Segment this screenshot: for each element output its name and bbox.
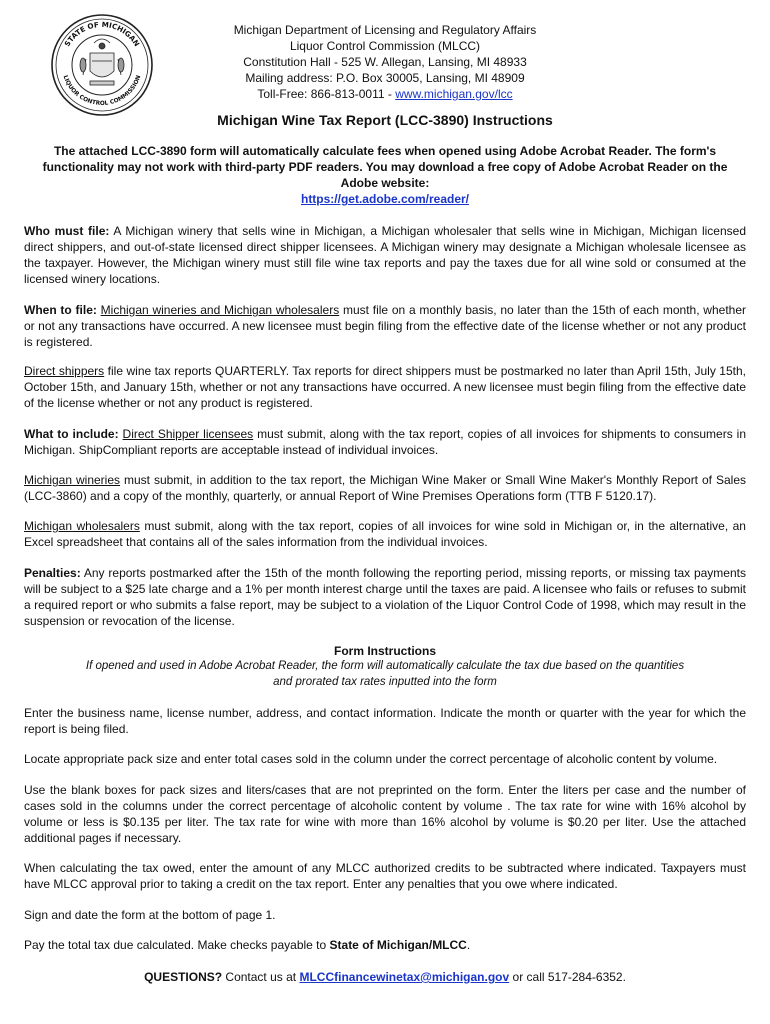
form-instructions-heading: Form Instructions: [333, 644, 436, 658]
when-label: When to file:: [24, 303, 97, 317]
notice-text: The attached LCC-3890 form will automatically calculate fees when opened using Adobe Acrobat Reader. The form's functionality may not work with third-party PDF readers. You may download a free copy of Adobe Acrobat Reader on the Adobe website:: [42, 144, 728, 190]
pay-suffix: .: [466, 938, 471, 952]
when-underlined: Michigan wineries and Michigan wholesalers: [100, 303, 340, 317]
questions-prefix: Contact us at: [222, 970, 300, 984]
agency-name: Michigan Department of Licensing and Regulatory Affairs: [233, 23, 537, 37]
wineries-text: must submit, in addition to the tax report, the Michigan Wine Maker or Small Wine Maker's Monthly Report of Sales (LCC-3860) and a copy of the monthly, quarterly, or annual Report of Wine Premises Operations form (TTB F 5120.17).: [24, 473, 746, 503]
email-link[interactable]: MLCCfinancewinetax@michigan.gov: [299, 970, 510, 984]
include-text: must submit, along with the tax report, copies of all invoices for shipments to consumers in Michigan. ShipCompliant reports are acceptable instead of individual invoices.: [24, 427, 746, 457]
page-title: Michigan Wine Tax Report (LCC-3890) Instructions: [217, 112, 553, 128]
penalties: [24, 565, 746, 629]
seal-top-text: STATE OF MICHIGAN: [62, 19, 142, 49]
what-to-include: [24, 426, 746, 458]
contact-line: [0, 86, 770, 102]
commission-name: Liquor Control Commission (MLCC): [289, 39, 481, 53]
step-enter-info: Enter the business name, license number, address, and contact information. Indicate the month or quarter with the year for which the report is being filed.: [24, 706, 746, 736]
penalties-label: Penalties:: [24, 566, 81, 580]
questions-suffix: or call 517-284-6352.: [509, 970, 626, 984]
step-calculate: When calculating the tax owed, enter the amount of any MLCC authorized credits to be subtracted where indicated. Taxpayers must have MLCC approval prior to taking a credit on the tax report. Enter any penalties that you owe where indicated.: [24, 861, 746, 891]
tollfree-text: Toll-Free: 866-813-0011 -: [257, 87, 396, 101]
when-text: must file on a monthly basis, no later than the 15th of each month, whether or not any transactions have occurred. A new licensee must begin filing from the effective date of the license whether or not any product is registered.: [24, 303, 746, 349]
who-must-file: [24, 223, 746, 287]
who-label: Who must file:: [24, 224, 110, 238]
pay-text: Pay the total tax due calculated. Make checks payable to: [24, 938, 330, 952]
penalties-text: Any reports postmarked after the 15th of the month following the reporting period, missing reports, or missing tax payments will be subject to a $25 late charge and a 1% per month interest charge until the taxes are paid. A licensee who fails or refuses to submit a required report or who submits a false report, may be subject to a violation of the Liquor Control Code of 1998, which may result in the suspension or revocation of the license.: [24, 566, 746, 628]
include-underlined: Direct Shipper licensees: [122, 427, 254, 441]
street-address: Constitution Hall - 525 W. Allegan, Lansing, MI 48933: [243, 55, 527, 69]
who-text: A Michigan winery that sells wine in Michigan, a Michigan wholesaler that sells wine in Michigan, Michigan licensed direct shippers, and out-of-state licensed direct shipper licensees. A Michigan winery may designate a Michigan wholesale licensee as the taxpayer. However, the Michigan winery must still file wine tax reports and pay the taxes due for all wine sold or consumed at the licensed winery locations.: [24, 224, 746, 286]
direct-underlined: Direct shippers: [24, 364, 105, 378]
when-to-file: [24, 302, 746, 350]
michigan-wholesalers: [24, 518, 746, 550]
wineries-underlined: Michigan wineries: [24, 473, 121, 487]
michigan-wineries: [24, 472, 746, 504]
seal-bottom-text: LIQUOR CONTROL COMMISSION: [61, 74, 143, 108]
pay-payee: State of Michigan/MLCC: [329, 938, 467, 952]
direct-shippers: [24, 363, 746, 411]
adobe-notice: [24, 143, 746, 207]
mailing-address: Mailing address: P.O. Box 30005, Lansing, MI 48909: [245, 71, 525, 85]
adobe-reader-link[interactable]: https://get.adobe.com/reader/: [300, 192, 470, 206]
wholesalers-text: must submit, along with the tax report, copies of all invoices for wine sold in Michigan or, in the alternative, an Excel spreadsheet that contains all of the sales information from the individual invoices.: [24, 519, 746, 549]
wholesalers-underlined: Michigan wholesalers: [24, 519, 140, 533]
agency-header: [0, 19, 770, 102]
step-sign: Sign and date the form at the bottom of page 1.: [24, 908, 276, 922]
direct-text: file wine tax reports QUARTERLY. Tax reports for direct shippers must be postmarked no later than April 15th, July 15th, October 15th, and January 15th, whether or not any transactions have occurred. A new licensee must begin filing from the effective date of the license whether or not any product is registered.: [24, 364, 747, 410]
questions-label: QUESTIONS?: [144, 970, 223, 984]
step-blank-boxes: Use the blank boxes for pack sizes and liters/cases that are not preprinted on the form. Enter the liters per case and the number of cases sold in the columns under the correct percentage of alcoholic content by volume . The tax rate for wine with 16% alcohol by volume or less is $0.135 per liter. The tax rate for wine with more than 16% alcohol by volume is $0.20 per liter. Use the attached additional pages if necessary.: [24, 783, 746, 845]
step-pay: [24, 937, 746, 953]
step-locate-pack: Locate appropriate pack size and enter total cases sold in the column under the correct percentage of alcoholic content by volume.: [24, 752, 718, 766]
website-link[interactable]: www.michigan.gov/lcc: [395, 87, 513, 101]
form-instructions-note-2: and prorated tax rates inputted into the form: [273, 676, 497, 688]
include-label: What to include:: [24, 427, 119, 441]
questions-line: [0, 969, 770, 985]
form-instructions-note-1: If opened and used in Adobe Acrobat Reader, the form will automatically calculate the tax due based on the quantities: [85, 660, 685, 672]
